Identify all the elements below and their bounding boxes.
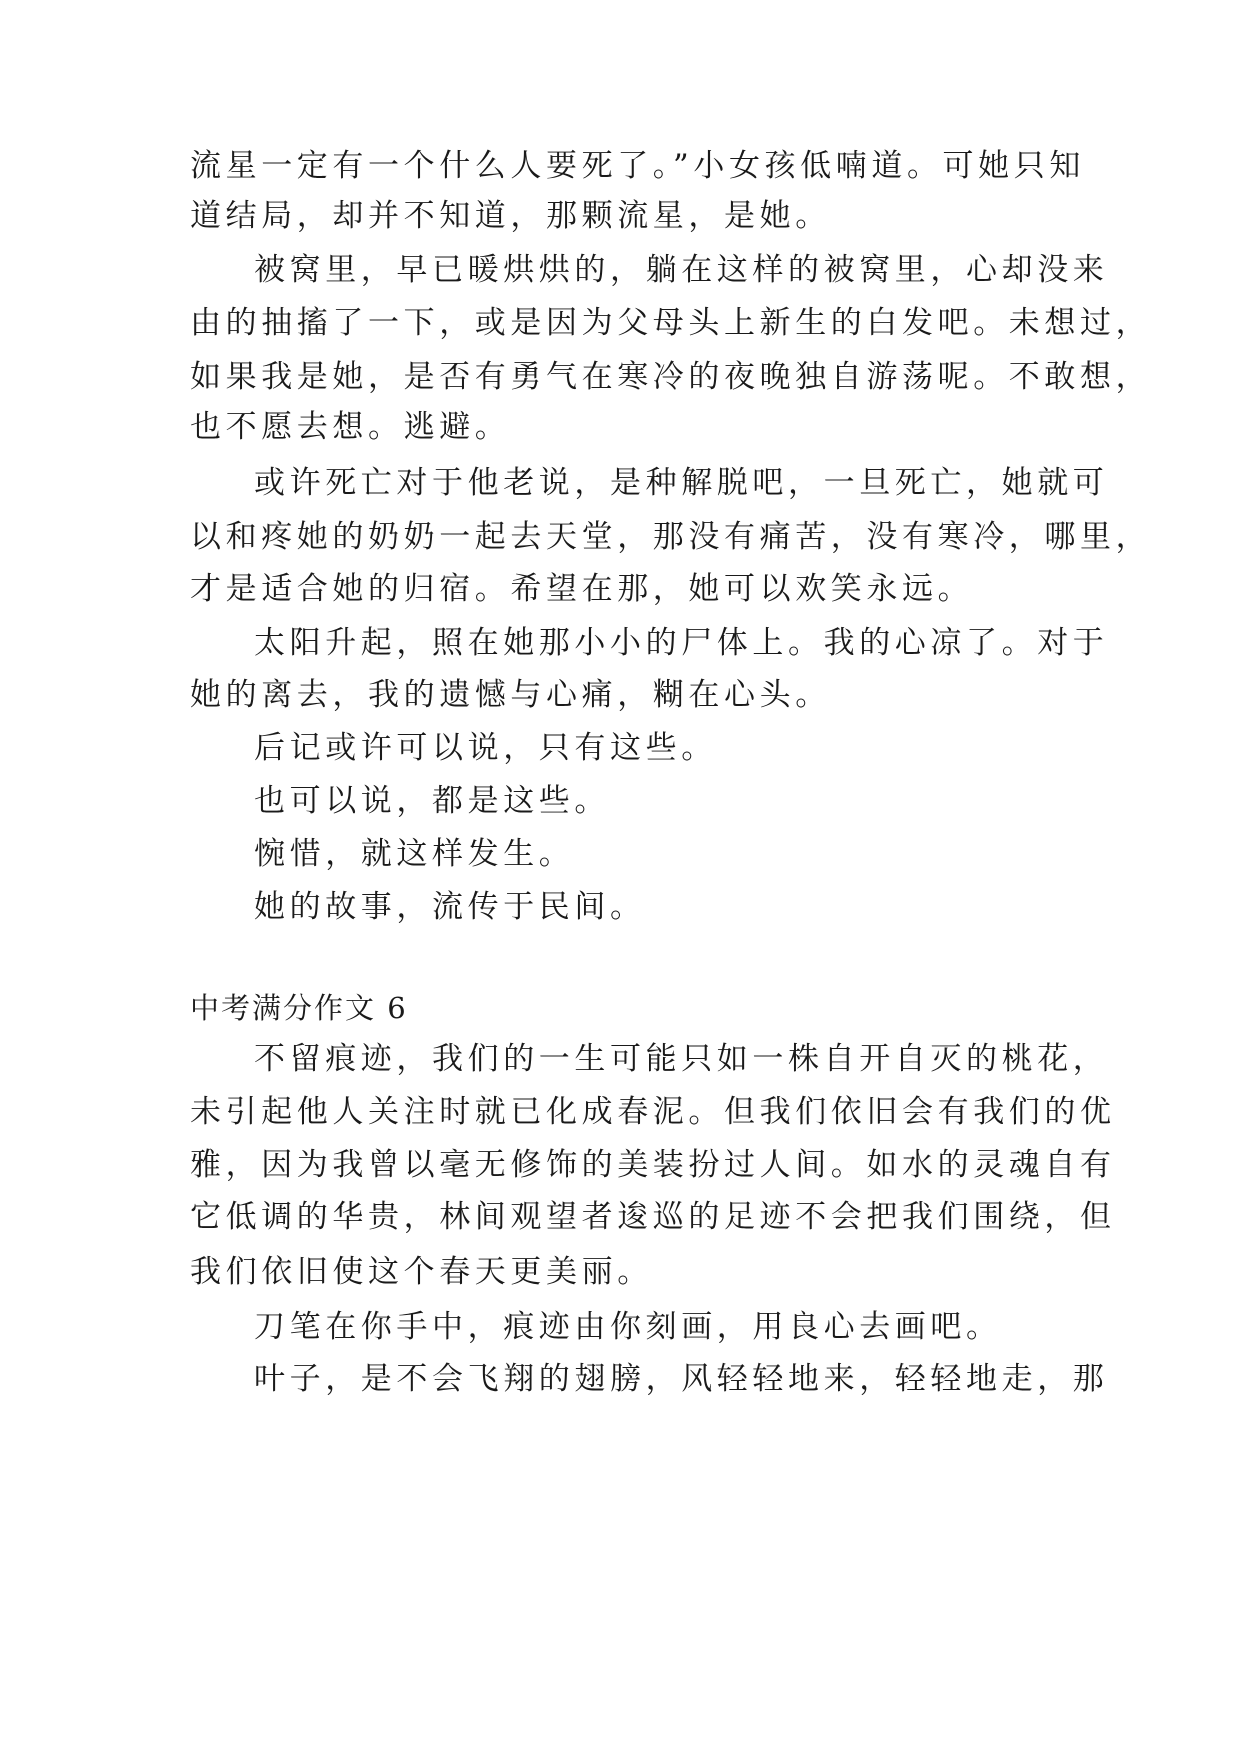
section-heading: 中考满分作文 6 [190,991,408,1025]
text-line: 也可以说，都是这些。 [254,783,610,819]
text-line: 由的抽搐了一下，或是因为父母头上新生的白发吧。未想过， [190,305,1152,341]
text-line: 如果我是她，是否有勇气在寒冷的夜晚独自游荡呢。不敢想， [190,359,1152,395]
text-line: 太阳升起，照在她那小小的尸体上。我的心凉了。对于 [254,625,1109,661]
text-line: 不留痕迹，我们的一生可能只如一株自开自灭的桃花， [254,1041,1109,1077]
text-line: 未引起他人关注时就已化成春泥。但我们依旧会有我们的优 [190,1094,1116,1130]
text-line: 以和疼她的奶奶一起去天堂，那没有痛苦，没有寒冷，哪里， [190,519,1152,555]
text-line: 也不愿去想。逃避。 [190,409,511,445]
text-line: 叶子，是不会飞翔的翅膀，风轻轻地来，轻轻地走，那 [254,1361,1109,1397]
text-line: 或许死亡对于他老说，是种解脱吧，一旦死亡，她就可 [254,465,1109,501]
text-line: 我们依旧使这个春天更美丽。 [190,1254,653,1290]
text-line: 才是适合她的归宿。希望在那，她可以欢笑永远。 [190,571,974,607]
text-line: 道结局，却并不知道，那颗流星，是她。 [190,198,831,234]
text-line: 她的离去，我的遗憾与心痛，糊在心头。 [190,677,831,713]
text-line: 她的故事，流传于民间。 [254,889,646,925]
text-line: 被窝里，早已暖烘烘的，躺在这样的被窝里，心却没来 [254,252,1109,288]
text-line: 雅，因为我曾以毫无修饰的美装扮过人间。如水的灵魂自有 [190,1147,1116,1183]
text-line: 后记或许可以说，只有这些。 [254,730,717,766]
text-line: 流星一定有一个什么人要死了。”小女孩低喃道。可她只知 [190,148,1085,184]
text-line: 它低调的华贵，林间观望者逡巡的足迹不会把我们围绕，但 [190,1199,1116,1235]
text-line: 惋惜，就这样发生。 [254,836,575,872]
text-line: 刀笔在你手中，痕迹由你刻画，用良心去画吧。 [254,1309,1002,1345]
